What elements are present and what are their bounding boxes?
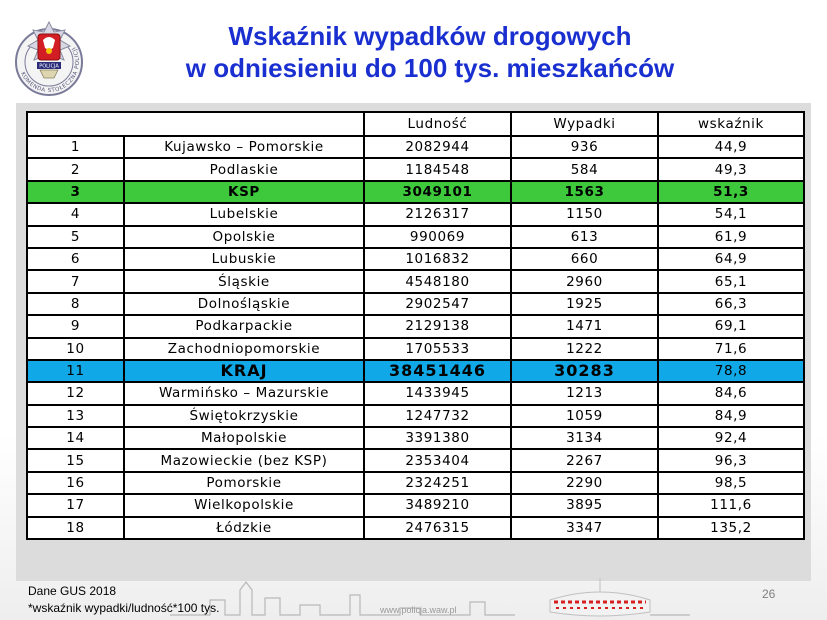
population-cell: 2476315 — [364, 517, 511, 539]
index-cell: 49,3 — [658, 158, 804, 180]
row-number: 17 — [27, 494, 124, 516]
accidents-cell: 584 — [511, 158, 658, 180]
logo-ring-text: KOMENDA STOŁECZNA POLICJI — [19, 45, 82, 95]
table-row-ksp — [27, 181, 804, 203]
row-number: 10 — [27, 338, 124, 360]
row-number: 5 — [27, 226, 124, 248]
table-row — [27, 494, 804, 516]
population-cell: 1705533 — [364, 338, 511, 360]
index-cell: 69,1 — [658, 315, 804, 337]
population-cell: 4548180 — [364, 270, 511, 292]
row-number: 9 — [27, 315, 124, 337]
table-header-row — [27, 112, 804, 136]
accidents-cell: 1059 — [511, 405, 658, 427]
region-name: Lubelskie — [124, 203, 364, 225]
accidents-cell: 2960 — [511, 270, 658, 292]
population-cell: 1184548 — [364, 158, 511, 180]
row-number: 12 — [27, 382, 124, 404]
accidents-cell: 3347 — [511, 517, 658, 539]
region-name: Warmińsko – Mazurskie — [124, 382, 364, 404]
page-title — [110, 20, 750, 84]
table-row — [27, 517, 804, 539]
header-population: Ludność — [364, 112, 511, 136]
index-cell: 78,8 — [658, 360, 804, 382]
logo-ribbon-text: POLICJA — [39, 63, 59, 70]
accidents-cell: 1925 — [511, 293, 658, 315]
header-blank — [27, 112, 364, 136]
accidents-cell: 1222 — [511, 338, 658, 360]
table-row — [27, 158, 804, 180]
table-row — [27, 226, 804, 248]
table-row — [27, 203, 804, 225]
region-name: Dolnośląskie — [124, 293, 364, 315]
row-number: 13 — [27, 405, 124, 427]
population-cell: 2353404 — [364, 449, 511, 471]
population-cell: 3049101 — [364, 181, 511, 203]
region-name: Opolskie — [124, 226, 364, 248]
accidents-cell: 1471 — [511, 315, 658, 337]
accidents-cell: 3134 — [511, 427, 658, 449]
population-cell: 2129138 — [364, 315, 511, 337]
index-cell: 92,4 — [658, 427, 804, 449]
region-name: Lubuskie — [124, 248, 364, 270]
index-cell: 61,9 — [658, 226, 804, 248]
index-cell: 84,9 — [658, 405, 804, 427]
region-name: Małopolskie — [124, 427, 364, 449]
table-row — [27, 315, 804, 337]
population-cell: 2324251 — [364, 472, 511, 494]
accidents-cell: 1563 — [511, 181, 658, 203]
header-index: wskaźnik — [658, 112, 804, 136]
accidents-cell: 613 — [511, 226, 658, 248]
row-number: 1 — [27, 136, 124, 158]
region-name: Mazowieckie (bez KSP) — [124, 449, 364, 471]
index-formula-note: *wskaźnik wypadki/ludność*100 tys. — [28, 601, 220, 615]
population-cell: 1247732 — [364, 405, 511, 427]
region-name: Pomorskie — [124, 472, 364, 494]
index-cell: 51,3 — [658, 181, 804, 203]
index-cell: 111,6 — [658, 494, 804, 516]
index-cell: 135,2 — [658, 517, 804, 539]
index-cell: 54,1 — [658, 203, 804, 225]
data-source-note: Dane GUS 2018 — [28, 584, 117, 598]
row-number: 14 — [27, 427, 124, 449]
row-number: 11 — [27, 360, 124, 382]
region-name: Podkarpackie — [124, 315, 364, 337]
index-cell: 84,6 — [658, 382, 804, 404]
index-cell: 65,1 — [658, 270, 804, 292]
table-row — [27, 405, 804, 427]
table-row — [27, 248, 804, 270]
region-name: Kujawsko – Pomorskie — [124, 136, 364, 158]
index-cell: 64,9 — [658, 248, 804, 270]
row-number: 8 — [27, 293, 124, 315]
region-name: Podlaskie — [124, 158, 364, 180]
population-cell: 1433945 — [364, 382, 511, 404]
table-row — [27, 427, 804, 449]
table-row — [27, 293, 804, 315]
accident-rate-table — [26, 111, 805, 540]
population-cell: 3489210 — [364, 494, 511, 516]
page-title-line2: w odniesieniu do 100 tys. mieszkańców — [185, 53, 675, 83]
website-url: www.policja.waw.pl — [380, 605, 457, 615]
region-name: Świętokrzyskie — [124, 405, 364, 427]
population-cell: 990069 — [364, 226, 511, 248]
table-row — [27, 382, 804, 404]
table-row — [27, 338, 804, 360]
population-cell: 3391380 — [364, 427, 511, 449]
index-cell: 98,5 — [658, 472, 804, 494]
row-number: 4 — [27, 203, 124, 225]
accidents-cell: 2290 — [511, 472, 658, 494]
accidents-cell: 3895 — [511, 494, 658, 516]
index-cell: 66,3 — [658, 293, 804, 315]
table-row — [27, 270, 804, 292]
row-number: 15 — [27, 449, 124, 471]
table-row — [27, 449, 804, 471]
region-name: Śląskie — [124, 270, 364, 292]
region-name: Zachodniopomorskie — [124, 338, 364, 360]
population-cell: 1016832 — [364, 248, 511, 270]
page-title-line1: Wskaźnik wypadków drogowych — [228, 21, 632, 51]
row-number: 6 — [27, 248, 124, 270]
table-row-kraj — [27, 360, 804, 382]
population-cell: 38451446 — [364, 360, 511, 382]
region-name: Łódzkie — [124, 517, 364, 539]
row-number: 3 — [27, 181, 124, 203]
accidents-cell: 1150 — [511, 203, 658, 225]
table-row — [27, 472, 804, 494]
accidents-cell: 936 — [511, 136, 658, 158]
accidents-cell: 2267 — [511, 449, 658, 471]
row-number: 18 — [27, 517, 124, 539]
row-number: 16 — [27, 472, 124, 494]
row-number: 7 — [27, 270, 124, 292]
index-cell: 44,9 — [658, 136, 804, 158]
header-accidents: Wypadki — [511, 112, 658, 136]
region-name: KRAJ — [124, 360, 364, 382]
accidents-cell: 30283 — [511, 360, 658, 382]
index-cell: 71,6 — [658, 338, 804, 360]
row-number: 2 — [27, 158, 124, 180]
region-name: Wielkopolskie — [124, 494, 364, 516]
population-cell: 2902547 — [364, 293, 511, 315]
population-cell: 2126317 — [364, 203, 511, 225]
page-number: 26 — [762, 587, 776, 601]
table-row — [27, 136, 804, 158]
accidents-cell: 660 — [511, 248, 658, 270]
region-name: KSP — [124, 181, 364, 203]
population-cell: 2082944 — [364, 136, 511, 158]
accidents-cell: 1213 — [511, 382, 658, 404]
police-badge-icon — [10, 16, 88, 108]
index-cell: 96,3 — [658, 449, 804, 471]
